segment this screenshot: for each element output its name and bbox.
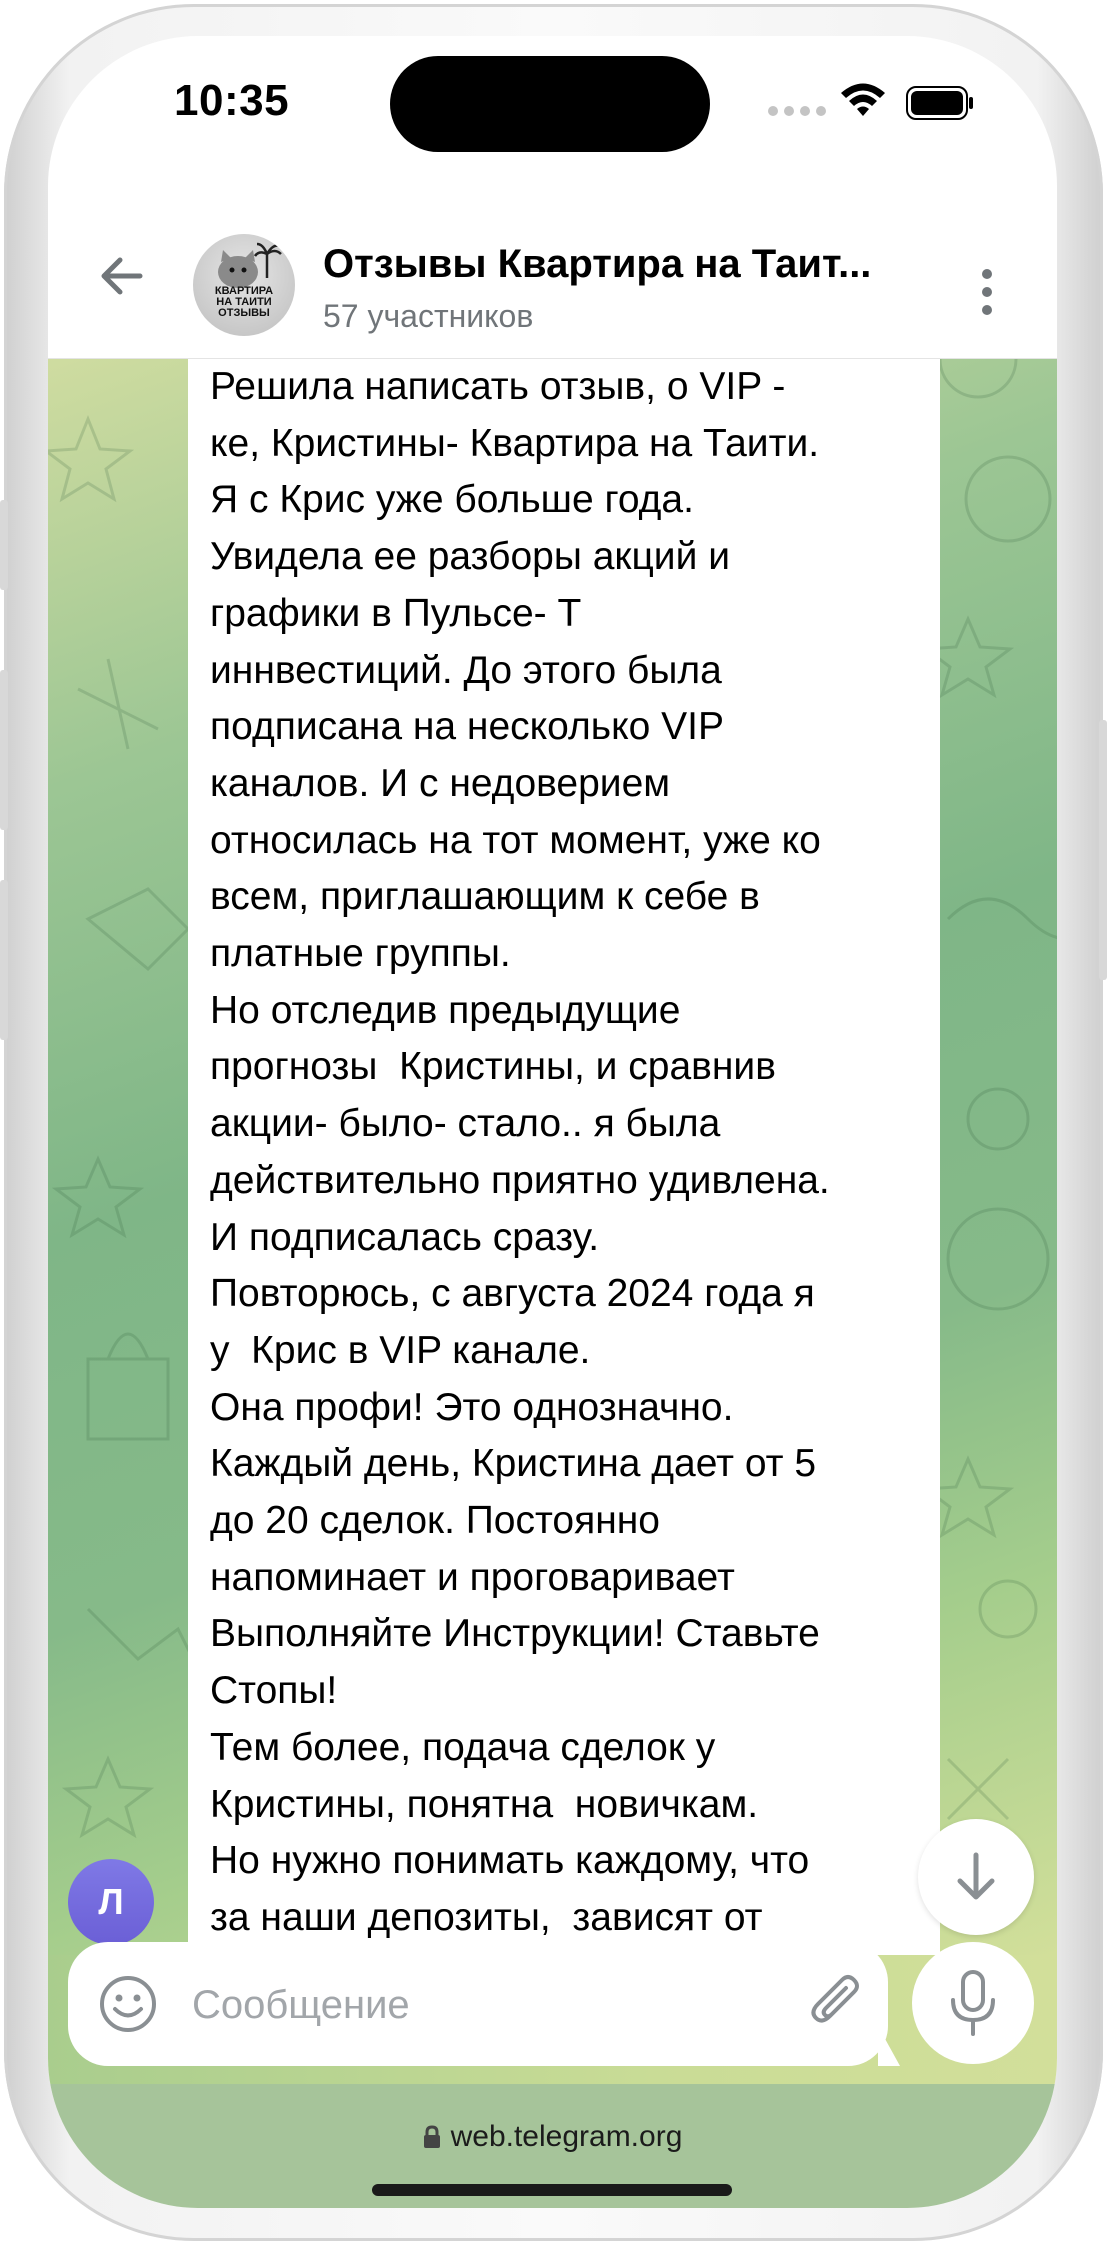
battery-icon	[906, 86, 976, 120]
side-button-left-1	[0, 500, 8, 590]
url-text: web.telegram.org	[450, 2120, 683, 2153]
message-text: Решила написать отзыв, о VIP - ке, Кристины- Квартира на Таити. Я с Крис уже больше года. Увидела ее разборы акций и графики в Пульсе- Т иннвестиций. До этого была подписана на несколько VIP каналов. И с недоверием относилась на тот момент, уже ко всем, приглашающим к себе в платные группы. Но отследив предыдущие прогнозы Кристины, и сравнив акции- было- стало.. я была действительно приятно удивлена. И подписалась сразу. Повторюсь, с августа 2024 года я у Крис в VIP канале. Она профи! Это однозначно. Каждый день, Кристина дает от 5 до 20 сделок. Постоянно напоминает и проговаривает Выполняйте Инструкции! Ставьте Стопы! Тем более, подача сделок у Кристины, понятна новичкам. Но нужно понимать каждому, что за наши депозиты, зависят от	[210, 365, 830, 1939]
side-button-right	[1099, 720, 1107, 980]
dynamic-island	[390, 56, 710, 152]
more-vertical-icon[interactable]	[972, 262, 1002, 322]
avatar-logo-text: КВАРТИРА НА ТАИТИ ОТЗЫВЫ	[214, 285, 274, 319]
message-composer	[68, 1942, 888, 2066]
chat-title[interactable]: Отзывы Квартира на Таит...	[323, 242, 872, 286]
signal-dots-icon	[768, 106, 826, 116]
sender-avatar[interactable]: Л	[68, 1859, 154, 1945]
side-button-left-2	[0, 670, 8, 830]
message-input[interactable]	[190, 1962, 754, 2048]
side-button-left-3	[0, 880, 8, 1040]
attach-paperclip-icon[interactable]	[808, 1972, 868, 2036]
chat-avatar[interactable]	[193, 234, 295, 336]
message-bubble[interactable]	[188, 359, 940, 1955]
scroll-down-arrow-icon	[946, 1847, 1006, 1907]
participants-count: 57 участников	[323, 298, 534, 334]
url-row	[48, 2120, 1057, 2154]
chat-background	[48, 359, 1057, 1955]
composer-tail	[878, 2026, 900, 2066]
emoji-icon[interactable]	[98, 1974, 158, 2034]
back-arrow-icon[interactable]	[92, 246, 152, 306]
status-time: 10:35	[174, 76, 290, 125]
lock-icon	[423, 2125, 441, 2149]
wifi-icon	[838, 82, 888, 122]
chat-header	[48, 186, 1057, 359]
microphone-icon	[945, 1968, 1001, 2038]
microphone-button[interactable]	[912, 1942, 1034, 2064]
home-indicator	[372, 2184, 732, 2196]
scroll-down-button[interactable]	[918, 1819, 1034, 1935]
screen	[48, 36, 1057, 2208]
